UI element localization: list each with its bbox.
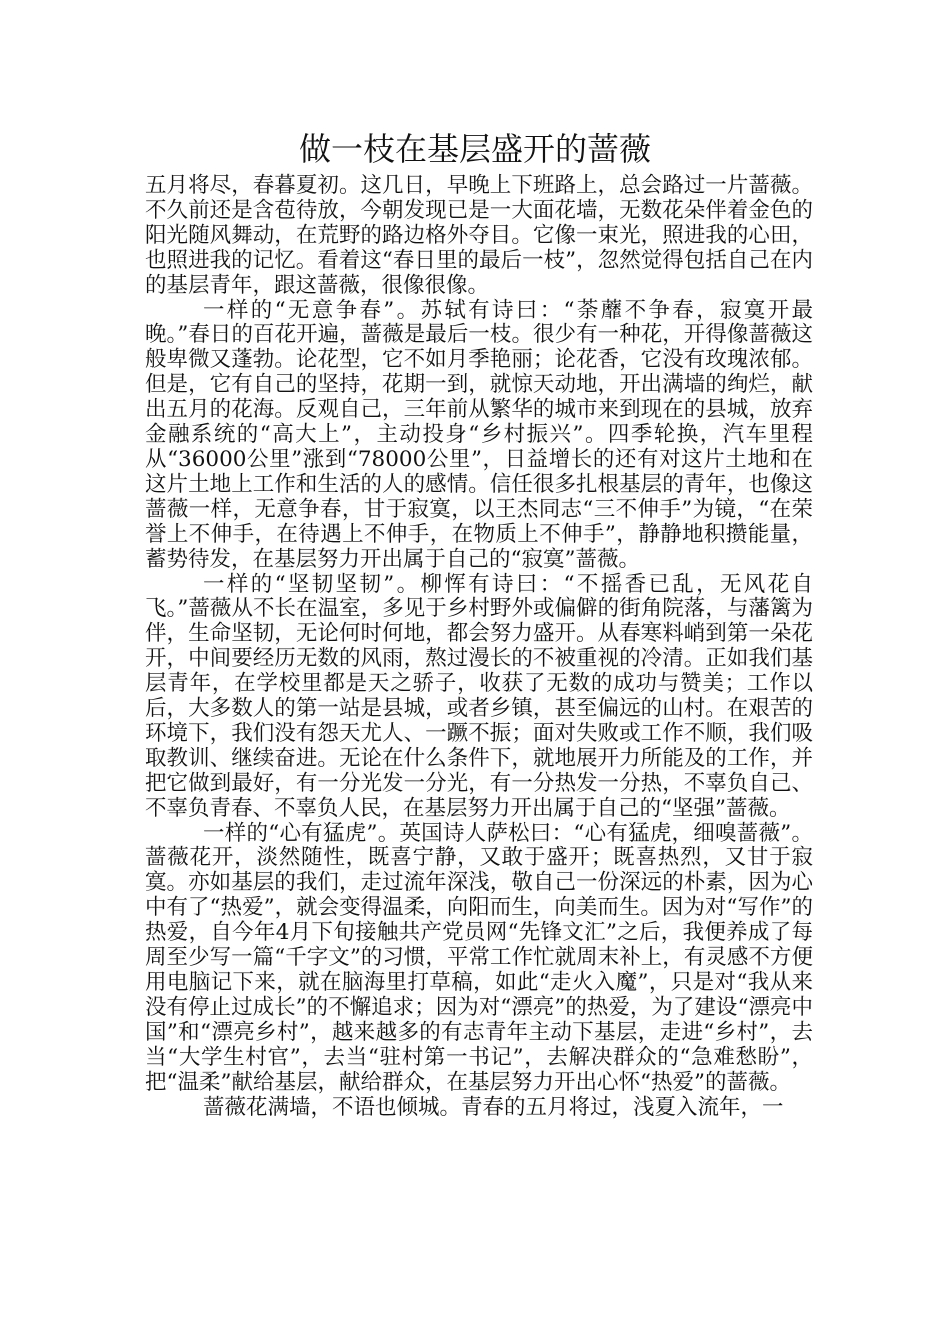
document-body [145, 174, 813, 1120]
paragraph-resilience: 一样的“坚韧坚韧”。柳恽有诗曰：“不摇香已乱，无风花自飞。”蔷薇从不长在温室，多见于乡村野外或偏僻的街角院落，与藩篱为伴，生命坚韧，无论何时何地，都会努力盛开。从春寒料峭到第一朵花开，中间要经历无数的风雨，熬过漫长的不被重视的冷清。正如我们基层青年，在学校里都是天之骄子，收获了无数的成功与赞美；工作以后，大多数人的第一站是县城，或者乡镇，甚至偏远的山村。在艰苦的环境下，我们没有怨天尤人、一蹶不振；面对失败或工作不顺，我们吸取教训、继续奋进。无论在什么条件下，就地展开力所能及的工作，并把它做到最好，有一分光发一分光，有一分热发一分热，不辜负自己、不辜负青春、不辜负人民，在基层努力开出属于自己的“坚强”蔷薇。 [145, 571, 813, 821]
paragraph-no-competition: 一样的“无意争春”。苏轼有诗曰：“荼蘼不争春，寂寞开最晚。”春日的百花开遍，蔷薇是最后一枝。很少有一种花，开得像蔷薇这般卑微又蓬勃。论花型，它不如月季艳丽；论花香，它没有玫瑰浓郁。但是，它有自己的坚持，花期一到，就惊天动地，开出满墙的绚烂，献出五月的花海。反观自己，三年前从繁华的城市来到现在的县城，放弃金融系统的“高大上”，主动投身“乡村振兴”。四季轮换，汽车里程从“36000公里”涨到“78000公里”，日益增长的还有对这片土地和在这片土地上工作和生活的人的感情。信任很多扎根基层的青年，也像这蔷薇一样，无意争春，甘于寂寞，以王杰同志“三不伸手”为镜，“在荣誉上不伸手，在待遇上不伸手，在物质上不伸手”，静静地积攒能量，蓄势待发，在基层努力开出属于自己的“寂寞”蔷薇。 [145, 297, 813, 572]
paragraph-intro: 五月将尽，春暮夏初。这几日，早晚上下班路上，总会路过一片蔷薇。不久前还是含苞待放，今朝发现已是一大面花墙，无数花朵伴着金色的阳光随风舞动，在荒野的路边格外夺目。它像一束光，照进我的心田，也照进我的记忆。看着这“春日里的最后一枝”，忽然觉得包括自己在内的基层青年，跟这蔷薇，很像很像。 [145, 173, 813, 298]
paragraph-closing: 蔷薇花满墙，不语也倾城。青春的五月将过，浅夏入流年，一 [203, 1094, 784, 1120]
paragraph-tiger-in-heart: 一样的“心有猛虎”。英国诗人萨松曰：“心有猛虎，细嗅蔷薇”。蔷薇花开，淡然随性，既喜宁静，又敢于盛开；既喜热烈，又甘于寂寞。亦如基层的我们，走过流年深浅，敬自己一份深远的朴素，因为心中有了“热爱”，就会变得温柔，向阳而生，向美而生。因为对“写作”的热爱，自今年4月下旬接触共产党员网“先锋文汇”之后，我便养成了每周至少写一篇“千字文”的习惯，平常工作忙就周末补上，有灵感不方便用电脑记下来，就在脑海里打草稿，如此“走火入魔”，只是对“我从来没有停止过成长”的不懈追求；因为对“漂亮”的热爱，为了建设“漂亮中国”和“漂亮乡村”，越来越多的有志青年主动下基层，走进“乡村”，去当“大学生村官”，去当“驻村第一书记”，去解决群众的“急难愁盼”，把“温柔”献给基层，献给群众，在基层努力开出心怀“热爱”的蔷薇。 [145, 820, 813, 1095]
document-title: 做一枝在基层盛开的蔷薇 [298, 130, 651, 168]
